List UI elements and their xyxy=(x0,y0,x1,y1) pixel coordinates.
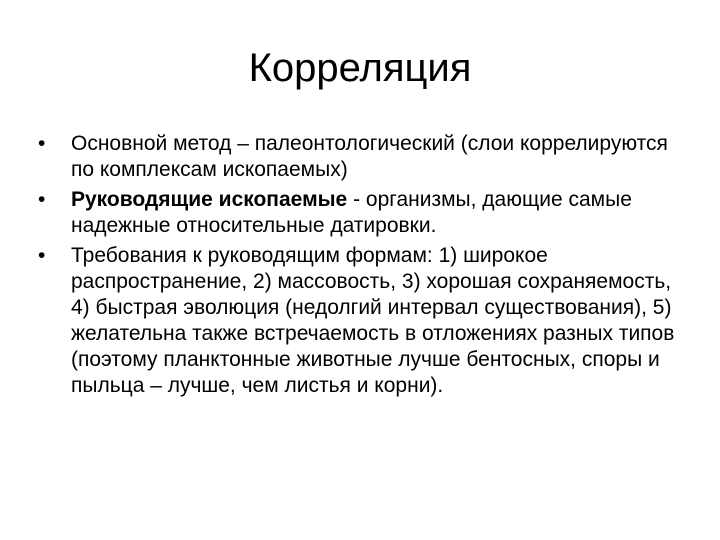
bullet-list xyxy=(38,131,678,403)
bullet-marker: • xyxy=(38,244,46,267)
bullet-marker: • xyxy=(38,188,46,211)
bullet-text: - организмы, дающие самые надежные относительные датировки. xyxy=(71,188,632,237)
bullet-text: Требования к руководящим формам: 1) широкое распространение, 2) массовость, 3) хорошая сохраняемость, 4) быстрая эволюция (недолгий интервал существования), 5) желательна также встречаемость в отложениях разных типов (поэтому планктонные животные лучше бентосных, споры и пыльца – лучше, чем листья и корни). xyxy=(71,244,675,397)
bullet-item-2 xyxy=(38,187,678,239)
bullet-bold-term: Руководящие ископаемые xyxy=(71,188,348,211)
bullet-marker: • xyxy=(38,132,46,155)
bullet-item-1 xyxy=(38,131,678,183)
slide-title: Корреляция xyxy=(248,46,472,90)
bullet-text: Основной метод – палеонтологический (слои коррелируются по комплексам ископаемых) xyxy=(71,132,668,181)
bullet-item-3 xyxy=(38,243,678,399)
